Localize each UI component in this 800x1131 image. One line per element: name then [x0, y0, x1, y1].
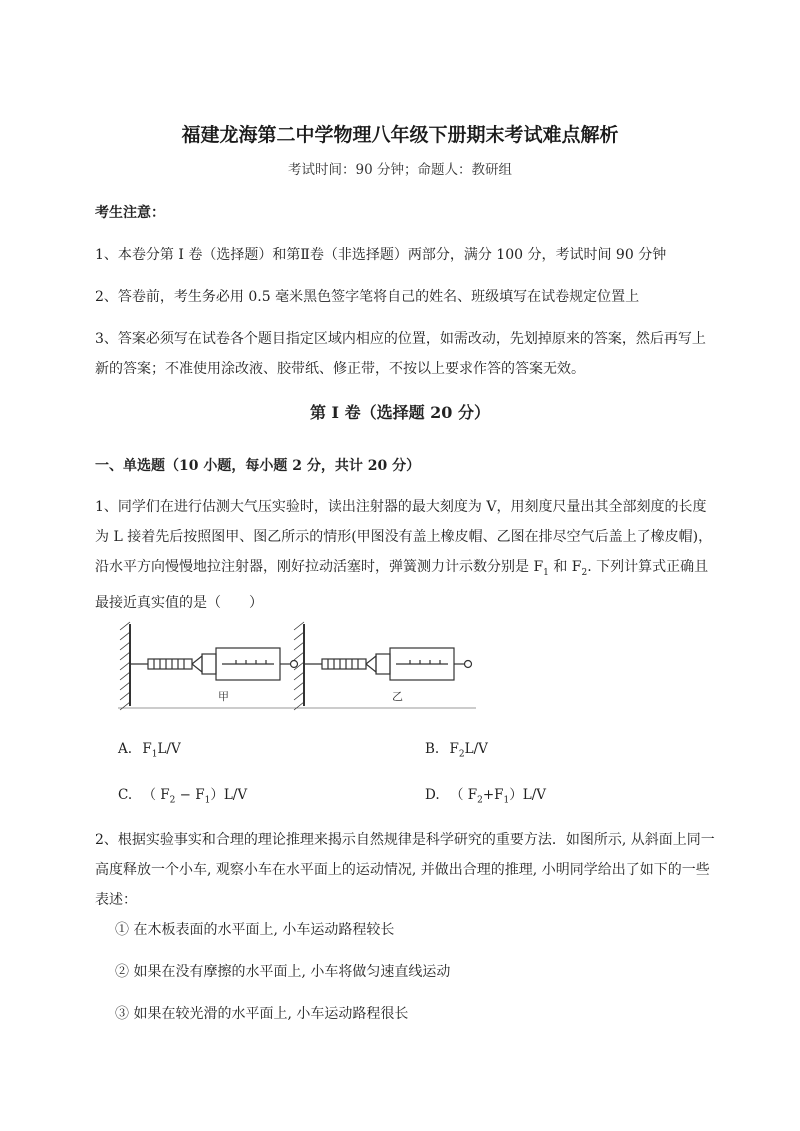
notice-item-2: 2、答卷前，考生务必用 0.5 毫米黑色签字笔将自己的姓名、班级填写在试卷规定位置上 [95, 289, 640, 305]
q1-text-part: . 下列计算式正确且最接近真实值的是（ ） [95, 559, 709, 611]
option-text: ）L/V [509, 787, 547, 803]
option-text: L/V [157, 741, 181, 757]
q1-text-part: 和 F [548, 559, 582, 575]
q1-text-part: 1、同学们在进行估测大气压实验时，读出注射器的最大刻度为 V，用刻度尺量出其全部刻度的长度为 L 接着先后按照图甲、图乙所示的情形(甲图没有盖上橡皮帽、乙图在排尽空气后盖上了橡皮帽)，沿水平方向慢慢地拉注射器，刚好拉动活塞时，弹簧测力计示数分别是 F [95, 499, 713, 575]
notice-heading: 考生注意： [95, 205, 165, 221]
option-label: C. [118, 787, 133, 803]
syringe-figure [118, 620, 478, 712]
option-text: F [142, 741, 152, 757]
option-b[interactable] [425, 741, 488, 760]
syringe-diagram [118, 620, 478, 712]
option-sub: 2 [477, 795, 483, 806]
option-label: B. [425, 741, 440, 757]
option-text: +F [482, 787, 504, 803]
option-text: − F [175, 787, 205, 803]
option-sub: 1 [204, 795, 211, 806]
statement-3: ③ 如果在较光滑的水平面上, 小车运动路程很长 [115, 1006, 409, 1022]
option-sub: 2 [169, 795, 176, 806]
q1-sub: 2 [581, 567, 588, 578]
exam-info: 考试时间：90 分钟；命题人：教研组 [288, 162, 512, 178]
q1-sub: 1 [543, 567, 549, 578]
option-text: ）L/V [210, 787, 248, 803]
page-title: 福建龙海第二中学物理八年级下册期末考试难点解析 [181, 124, 619, 146]
option-sub: 1 [151, 749, 158, 760]
question-2-text: 2、根据实验事实和合理的理论推理来揭示自然规律是科学研究的重要方法．如图所示, 从斜面上同一高度释放一个小车, 观察小车在水平面上的运动情况, 并做出合理的推理, 小明同学给出了如下的一些表述： [95, 832, 715, 908]
option-label: D. [425, 787, 440, 803]
notice-item-3: 3、答案必须写在试卷各个题目指定区域内相应的位置，如需改动，先划掉原来的答案，然后再写上新的答案；不准使用涂改液、胶带纸、修正带，不按以上要求作答的答案无效。 [95, 331, 706, 377]
option-a[interactable] [118, 741, 181, 760]
notice-item-1: 1、本卷分第 I 卷（选择题）和第Ⅱ卷（非选择题）两部分，满分 100 分，考试时间 90 分钟 [95, 247, 667, 263]
part-heading: 一、单选题（10 小题，每小题 2 分，共计 20 分） [95, 458, 421, 474]
statement-1: ① 在木板表面的水平面上, 小车运动路程较长 [115, 922, 395, 938]
option-text: （ F [142, 787, 170, 803]
figure-label-right: 乙 [392, 690, 403, 703]
option-c[interactable] [118, 783, 247, 806]
section-title: 第 I 卷（选择题 20 分） [309, 403, 491, 422]
option-text: （ F [449, 787, 478, 803]
option-sub: 2 [458, 749, 465, 760]
option-text: L/V [464, 741, 488, 757]
option-text: F [449, 741, 459, 757]
option-label: A. [118, 741, 133, 757]
option-sub: 1 [503, 795, 510, 806]
option-d[interactable] [425, 783, 546, 806]
statement-2: ② 如果在没有摩擦的水平面上, 小车将做匀速直线运动 [115, 964, 451, 980]
figure-label-left: 甲 [218, 690, 229, 703]
question-1-text [95, 492, 715, 618]
